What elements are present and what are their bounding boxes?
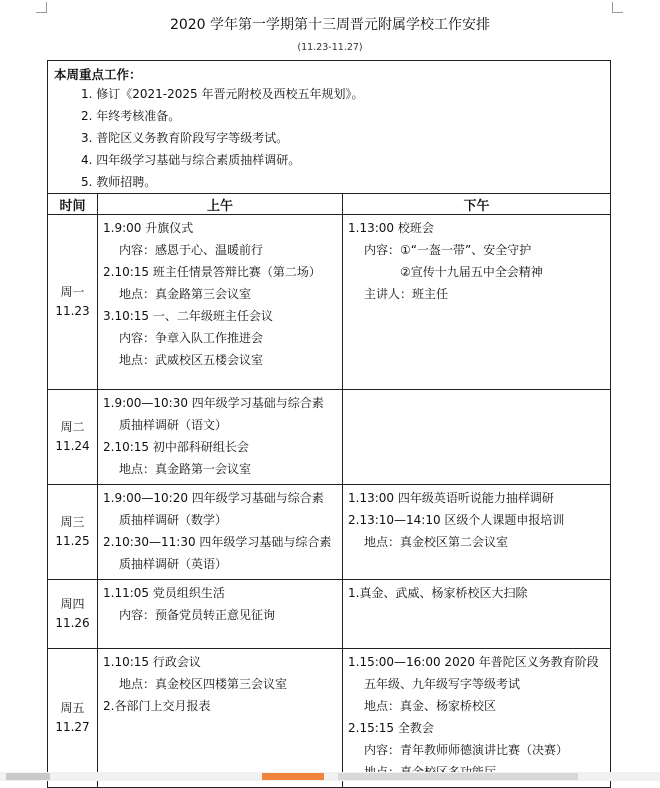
day-cell [48,390,98,485]
schedule-detail: 地点：武威校区五楼会议室 [119,353,264,367]
day-date: 11.23 [55,304,90,318]
day-name: 周三 [60,515,85,529]
schedule-entry: 1.10:15 行政会议 [103,655,201,669]
schedule-detail: 五年级、九年级写字等级考试 [364,677,521,691]
document-title: 2020 学年第一学期第十三周晋元附属学校工作安排 [169,17,491,33]
day-name: 周五 [60,701,85,715]
schedule-detail: 质抽样调研（数学） [119,513,228,527]
schedule-entry: 2.各部门上交月报表 [103,699,211,713]
table-row-wednesday [48,485,611,580]
day-date: 11.26 [55,616,90,630]
day-date: 11.25 [55,534,90,548]
afternoon-cell [343,485,611,580]
schedule-entry: 1.9:00 升旗仪式 [103,221,194,235]
day-name: 周四 [60,597,85,611]
schedule-entry: 2.15:15 全教会 [348,721,434,735]
crop-mark-top-right [612,2,623,13]
schedule-detail: 地点：真金、杨家桥校区 [364,699,497,713]
schedule-detail: 主讲人：班主任 [364,287,449,301]
schedule-detail: 内容：青年教师师德演讲比赛（决赛） [364,743,569,757]
schedule-detail: 地点：真金校区四楼第三会议室 [119,677,288,691]
schedule-entry: 2.10:15 班主任情景答辩比赛（第二场） [103,265,321,279]
schedule-entry: 3.10:15 一、二年级班主任会议 [103,309,273,323]
afternoon-cell [343,649,611,788]
day-name: 周一 [60,285,85,299]
schedule-detail: 地点：真金路第一会议室 [119,462,252,476]
table-row-thursday [48,580,611,649]
weekly-focus-section [48,61,611,194]
schedule-detail: 内容：感恩于心、温暖前行 [119,243,264,257]
day-cell [48,580,98,649]
day-cell [48,649,98,788]
focus-item: 4. 四年级学习基础与综合素质抽样调研。 [81,153,301,167]
schedule-detail: 地点：真金校区第二会议室 [364,535,509,549]
morning-cell [98,485,343,580]
focus-item: 5. 教师招聘。 [81,175,157,189]
focus-item: 3. 普陀区义务教育阶段写字等级考试。 [81,131,289,145]
afternoon-cell [343,390,611,485]
focus-heading: 本周重点工作： [54,67,142,82]
header-time: 时间 [48,194,98,215]
table-row-friday [48,649,611,788]
day-cell [48,485,98,580]
bottom-strip-segment [6,773,50,780]
header-afternoon: 下午 [343,194,611,215]
bottom-strip-segment [338,773,578,780]
schedule-entry: 2.10:30—11:30 四年级学习基础与综合素 [103,535,332,549]
day-date: 11.27 [55,720,90,734]
day-cell [48,215,98,390]
schedule-entry: 1.13:00 校班会 [348,221,434,235]
focus-item: 2. 年终考核准备。 [81,109,181,123]
focus-item: 1. 修订《2021-2025 年晋元附校及西校五年规划》。 [81,87,364,101]
schedule-entry: 1.11:05 党员组织生活 [103,586,225,600]
table-row-tuesday [48,390,611,485]
schedule-entry: 2.10:15 初中部科研组长会 [103,440,249,454]
day-date: 11.24 [55,439,90,453]
schedule-detail: 地点：真金路第三会议室 [119,287,252,301]
bottom-strip-segment [262,773,324,780]
schedule-detail: 内容：争章入队工作推进会 [119,331,264,345]
schedule-entry: 2.13:10—14:10 区级个人课题申报培训 [348,513,565,527]
afternoon-cell [343,580,611,649]
morning-cell [98,390,343,485]
schedule-detail: 质抽样调研（英语） [119,557,228,571]
document-date-range: (11.23-11.27) [297,42,363,53]
table-header-row [48,194,611,215]
schedule-detail: 内容：①“一盔一带”、安全守护 [364,243,532,257]
table-row-monday [48,215,611,390]
schedule-detail: 内容：预备党员转正意见征询 [119,608,276,622]
schedule-entry: 1.9:00—10:20 四年级学习基础与综合素 [103,491,324,505]
crop-mark-top-left [36,2,47,13]
schedule-entry: 1.13:00 四年级英语听说能力抽样调研 [348,491,554,505]
schedule-detail: ②宣传十九届五中全会精神 [400,265,543,279]
day-name: 周二 [60,420,85,434]
schedule-detail: 质抽样调研（语文） [119,418,228,432]
afternoon-cell [343,215,611,390]
morning-cell [98,580,343,649]
schedule-entry: 1.9:00—10:30 四年级学习基础与综合素 [103,396,324,410]
header-morning: 上午 [98,194,343,215]
morning-cell [98,215,343,390]
schedule-table [47,60,611,788]
morning-cell [98,649,343,788]
schedule-entry: 1.15:00—16:00 2020 年普陀区义务教育阶段 [348,655,599,669]
schedule-entry: 1.真金、武威、杨家桥校区大扫除 [348,586,528,600]
